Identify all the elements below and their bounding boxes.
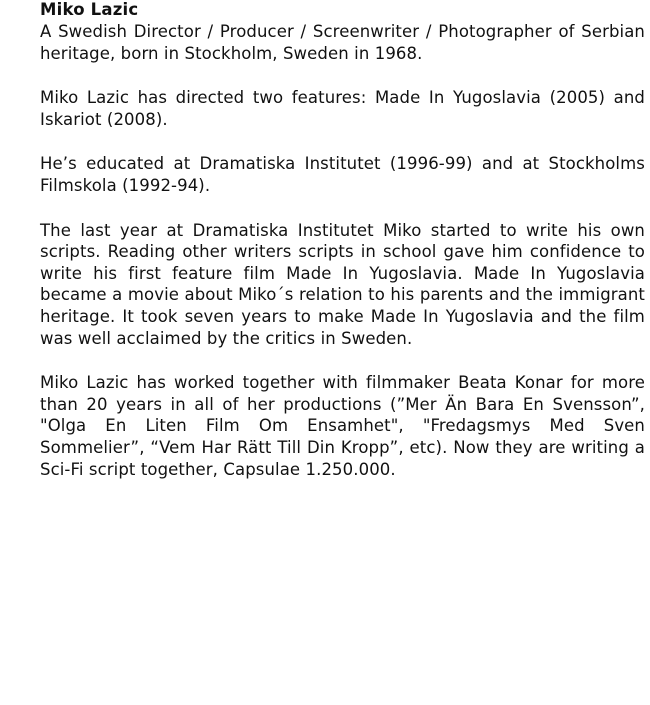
bio-section [40, 0, 645, 503]
bio-name: Miko Lazic [40, 0, 139, 19]
bio-paragraph-collaboration: Miko Lazic has worked together with filmmaker Beata Konar for more than 20 years in all of her productions (”Mer Än Bara En Svensson”, "Olga En Liten Film Om Ensamhet", "Fredagsmys Med Sven Sommelier”, “Vem Har Rätt Till Din Kropp”, etc). Now they are writing a Sci-Fi script together, Capsulae 1.250.000. [40, 373, 645, 479]
bio-paragraph-career: The last year at Dramatiska Institutet Miko started to write his own scripts. Reading other writers scripts in school gave him confidence to write his first feature film Made In Yugoslavia. Made In Yugoslavia became a movie about Miko´s relation to his parents and the immigrant heritage. It took seven years to make Made In Yugoslavia and the film was well acclaimed by the critics in Sweden. [40, 220, 645, 348]
bio-paragraph-features: Miko Lazic has directed two features: Made In Yugoslavia (2005) and Iskariot (2008). [40, 88, 645, 129]
bio-paragraph-intro: A Swedish Director / Producer / Screenwriter / Photographer of Serbian heritage, born in Stockholm, Sweden in 1968. [40, 22, 645, 63]
bio-paragraph-education: He’s educated at Dramatiska Institutet (1996-99) and at Stockholms Filmskola (1992-94). [40, 154, 645, 195]
